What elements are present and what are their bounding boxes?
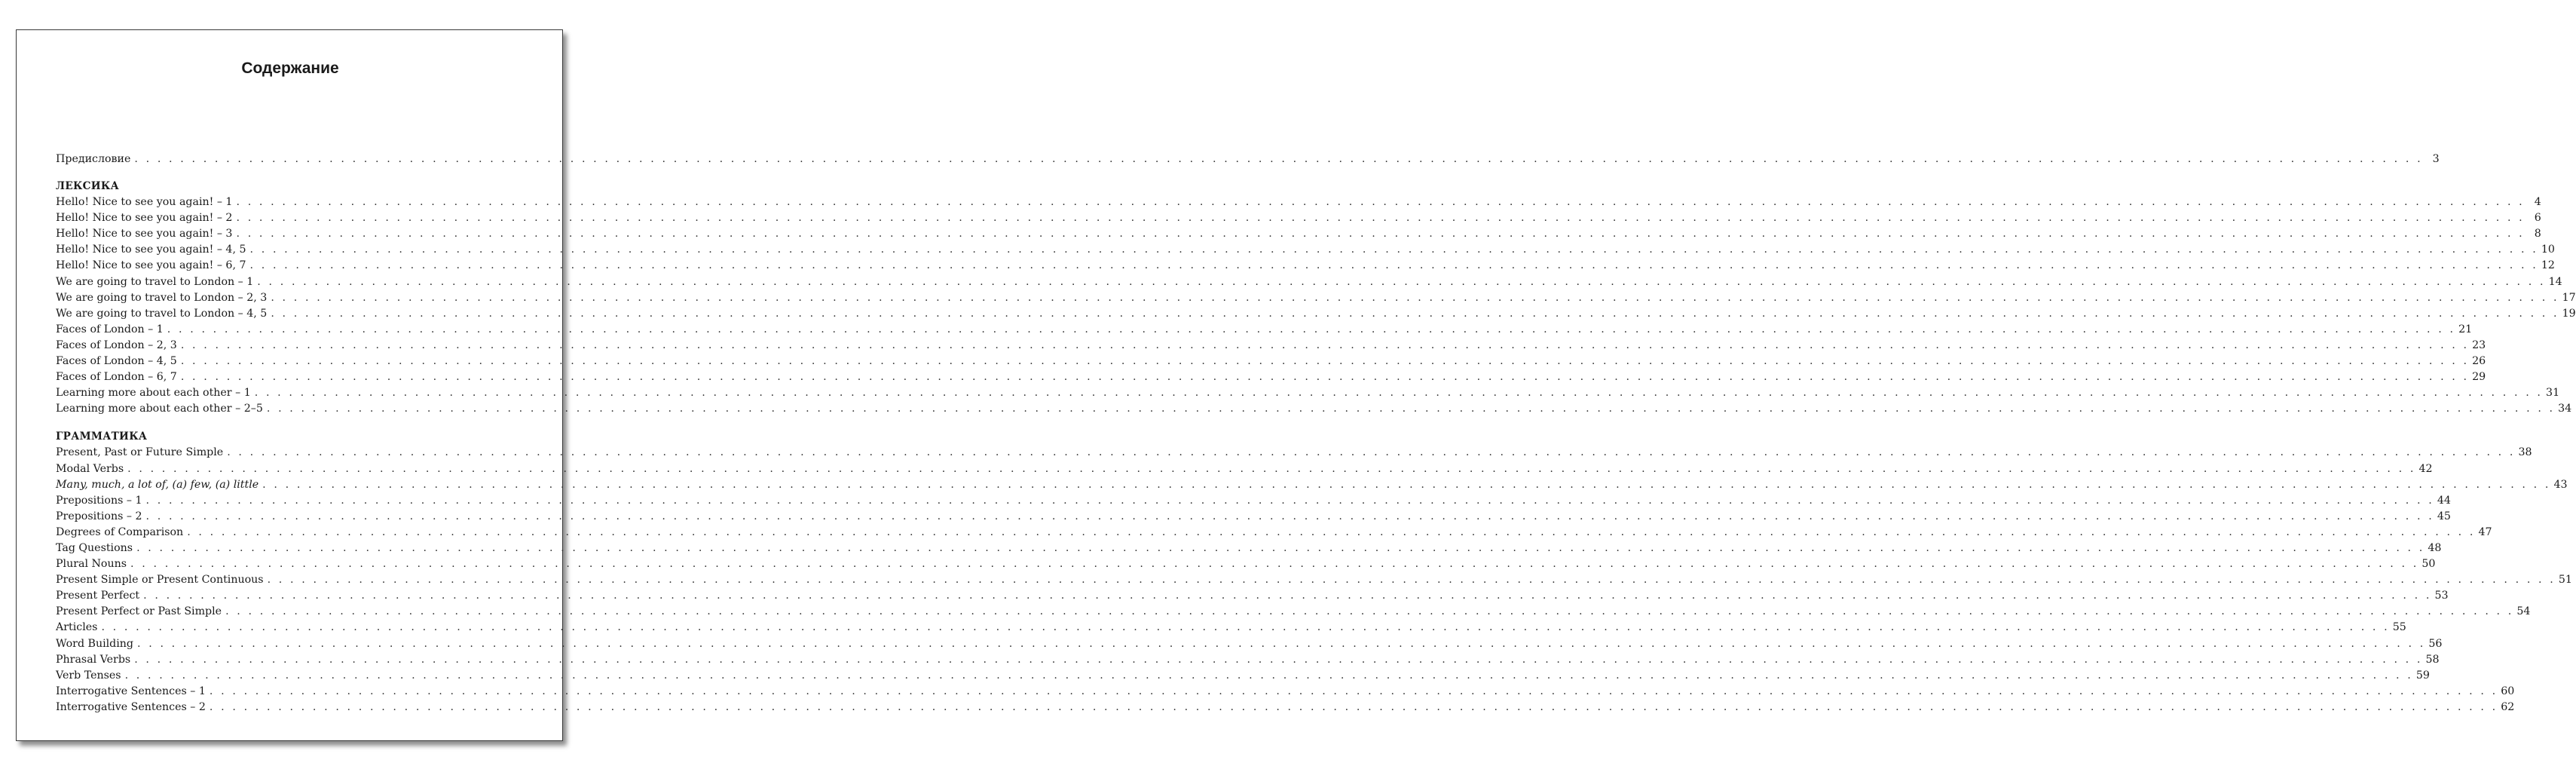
toc-page-number: 60 xyxy=(2501,685,2515,697)
toc-entry-label: Learning more about each other – 2–5 xyxy=(56,403,263,415)
toc-entry xyxy=(56,401,2572,417)
toc-page-number: 6 xyxy=(2534,212,2541,225)
toc-entry xyxy=(56,274,2562,290)
toc-entry xyxy=(56,322,2473,338)
toc-entry-label: Interrogative Sentences – 2 xyxy=(56,700,206,713)
dot-leader: . . . . . . . . . . . . . . . . . . . . . . . . . . . . . . . . . . . . . . . . . . . . . . . . . . . . . . . . . . . . . . . . . . . . . . . . . . . . . . . . . . . . . . . . . . . . . . . . . . . . . . . . . . . . . . . . . . . . . . . . . . . . . . . . . . . . . . . . . . . . . . . . . . . . . . . . . . . . . . . . . . . . . . . . . . . . . . . . . . . . . . . . . . . . . . . . . . . . . . . . xyxy=(143,590,2432,602)
toc-page-number: 47 xyxy=(2478,525,2492,538)
toc-entry-label: We are going to travel to London – 1 xyxy=(56,275,254,288)
toc-page-number: 23 xyxy=(2472,339,2486,351)
dot-leader: . . . . . . . . . . . . . . . . . . . . . . . . . . . . . . . . . . . . . . . . . . . . . . . . . . . . . . . . . . . . . . . . . . . . . . . . . . . . . . . . . . . . . . . . . . . . . . . . . . . . . . . . . . . . . . . . . . . . . . . . . . . . . . . . . . . . . . . . . . . . . . . . . . . . . . . . . . . . . . . . . . . . . . . . . . . . . . . . . . . . . . . . . . . . . . . . . . . . . . . . xyxy=(180,371,2470,384)
toc-entry xyxy=(56,509,2451,525)
toc-entry xyxy=(56,636,2443,652)
toc-entry-label: Hello! Nice to see you again! – 1 xyxy=(56,196,233,209)
toc-entry-label: Hello! Nice to see you again! – 6, 7 xyxy=(56,259,246,272)
dot-leader: . . . . . . . . . . . . . . . . . . . . . . . . . . . . . . . . . . . . . . . . . . . . . . . . . . . . . . . . . . . . . . . . . . . . . . . . . . . . . . . . . . . . . . . . . . . . . . . . . . . . . . . . . . . . . . . . . . . . . . . . . . . . . . . . . . . . . . . . . . . . . . . . . . . . . . . . . . . . . . . . . . . . . . . . . . . . . . . . . . . . . . . . . . . . . . . . . . . . . . . . xyxy=(127,462,2416,475)
toc-page-number: 26 xyxy=(2472,355,2486,368)
toc-entry-label: We are going to travel to London – 4, 5 xyxy=(56,307,268,320)
dot-leader: . . . . . . . . . . . . . . . . . . . . . . . . . . . . . . . . . . . . . . . . . . . . . . . . . . . . . . . . . . . . . . . . . . . . . . . . . . . . . . . . . . . . . . . . . . . . . . . . . . . . . . . . . . . . . . . . . . . . . . . . . . . . . . . . . . . . . . . . . . . . . . . . . . . . . . . . . . . . . . . . . . . . . . . . . . . . . . . . . . . . . . . . . . . . . . . . . . . . . . . . xyxy=(266,403,2556,415)
toc-entry xyxy=(56,338,2486,354)
dot-leader: . . . . . . . . . . . . . . . . . . . . . . . . . . . . . . . . . . . . . . . . . . . . . . . . . . . . . . . . . . . . . . . . . . . . . . . . . . . . . . . . . . . . . . . . . . . . . . . . . . . . . . . . . . . . . . . . . . . . . . . . . . . . . . . . . . . . . . . . . . . . . . . . . . . . . . . . . . . . . . . . . . . . . . . . . . . . . . . . . . . . . . . . . . . . . . . . . . . . . . . . xyxy=(145,494,2434,507)
toc-entry xyxy=(56,684,2515,700)
toc-entry xyxy=(56,242,2555,258)
toc-entry xyxy=(56,258,2555,274)
toc-page-number: 55 xyxy=(2392,621,2406,634)
toc-entry-label: Articles xyxy=(56,621,98,634)
toc-page-number: 50 xyxy=(2422,558,2436,571)
toc-entry xyxy=(56,604,2531,620)
dot-leader: . . . . . . . . . . . . . . . . . . . . . . . . . . . . . . . . . . . . . . . . . . . . . . . . . . . . . . . . . . . . . . . . . . . . . . . . . . . . . . . . . . . . . . . . . . . . . . . . . . . . . . . . . . . . . . . . . . . . . . . . . . . . . . . . . . . . . . . . . . . . . . . . . . . . . . . . . . . . . . . . . . . . . . . . . . . . . . . . . . . . . . . . . . . . . . . . . . . . . . . . xyxy=(271,307,2559,320)
dot-leader: . . . . . . . . . . . . . . . . . . . . . . . . . . . . . . . . . . . . . . . . . . . . . . . . . . . . . . . . . . . . . . . . . . . . . . . . . . . . . . . . . . . . . . . . . . . . . . . . . . . . . . . . . . . . . . . . . . . . . . . . . . . . . . . . . . . . . . . . . . . . . . . . . . . . . . . . . . . . . . . . . . . . . . . . . . . . . . . . . . . . . . . . . . . . . . . . . . . . . . . . xyxy=(134,653,2423,666)
toc-page-number: 31 xyxy=(2546,387,2560,400)
dot-leader: . . . . . . . . . . . . . . . . . . . . . . . . . . . . . . . . . . . . . . . . . . . . . . . . . . . . . . . . . . . . . . . . . . . . . . . . . . . . . . . . . . . . . . . . . . . . . . . . . . . . . . . . . . . . . . . . . . . . . . . . . . . . . . . . . . . . . . . . . . . . . . . . . . . . . . . . . . . . . . . . . . . . . . . . . . . . . . . . . . . . . . . . . . . . . . . . . . . . . . . . xyxy=(124,669,2413,682)
dot-leader: . . . . . . . . . . . . . . . . . . . . . . . . . . . . . . . . . . . . . . . . . . . . . . . . . . . . . . . . . . . . . . . . . . . . . . . . . . . . . . . . . . . . . . . . . . . . . . . . . . . . . . . . . . . . . . . . . . . . . . . . . . . . . . . . . . . . . . . . . . . . . . . . . . . . . . . . . . . . . . . . . . . . . . . . . . . . . . . . . . . . . . . . . . . . . . . . . . . . . . . . xyxy=(209,700,2498,713)
toc-entry-label: Предисловие xyxy=(56,153,131,165)
toc-entry xyxy=(56,541,2442,556)
toc-entry xyxy=(56,369,2486,385)
toc-page-number: 14 xyxy=(2548,275,2562,288)
toc-entry-label: Prepositions – 2 xyxy=(56,510,142,522)
toc-entry xyxy=(56,652,2440,668)
toc-entry-label: Learning more about each other – 1 xyxy=(56,387,251,400)
page-title: Содержание xyxy=(241,60,339,77)
toc-page-number: 4 xyxy=(2534,196,2541,209)
toc-entry xyxy=(56,306,2576,322)
dot-leader: . . . . . . . . . . . . . . . . . . . . . . . . . . . . . . . . . . . . . . . . . . . . . . . . . . . . . . . . . . . . . . . . . . . . . . . . . . . . . . . . . . . . . . . . . . . . . . . . . . . . . . . . . . . . . . . . . . . . . . . . . . . . . . . . . . . . . . . . . . . . . . . . . . . . . . . . . . . . . . . . . . . . . . . . . . . . . . . . . . . . . . . . . . . . . . . . . . . . . . . . xyxy=(236,196,2525,209)
toc-page-number: 53 xyxy=(2434,590,2449,602)
dot-leader: . . . . . . . . . . . . . . . . . . . . . . . . . . . . . . . . . . . . . . . . . . . . . . . . . . . . . . . . . . . . . . . . . . . . . . . . . . . . . . . . . . . . . . . . . . . . . . . . . . . . . . . . . . . . . . . . . . . . . . . . . . . . . . . . . . . . . . . . . . . . . . . . . . . . . . . . . . . . . . . . . . . . . . . . . . . . . . . . . . . . . . . . . . . . . . . . . . . . . . . . xyxy=(101,621,2390,634)
dot-leader: . . . . . . . . . . . . . . . . . . . . . . . . . . . . . . . . . . . . . . . . . . . . . . . . . . . . . . . . . . . . . . . . . . . . . . . . . . . . . . . . . . . . . . . . . . . . . . . . . . . . . . . . . . . . . . . . . . . . . . . . . . . . . . . . . . . . . . . . . . . . . . . . . . . . . . . . . . . . . . . . . . . . . . . . . . . . . . . . . . . . . . . . . . . . . . . . . . . . . . . . xyxy=(254,387,2544,400)
dot-leader: . . . . . . . . . . . . . . . . . . . . . . . . . . . . . . . . . . . . . . . . . . . . . . . . . . . . . . . . . . . . . . . . . . . . . . . . . . . . . . . . . . . . . . . . . . . . . . . . . . . . . . . . . . . . . . . . . . . . . . . . . . . . . . . . . . . . . . . . . . . . . . . . . . . . . . . . . . . . . . . . . . . . . . . . . . . . . . . . . . . . . . . . . . . . . . . . . . . . . . . . xyxy=(180,339,2470,351)
toc-entry xyxy=(56,700,2515,715)
toc-entry-preface xyxy=(56,152,2440,167)
toc-entry xyxy=(56,210,2541,226)
dot-leader: . . . . . . . . . . . . . . . . . . . . . . . . . . . . . . . . . . . . . . . . . . . . . . . . . . . . . . . . . . . . . . . . . . . . . . . . . . . . . . . . . . . . . . . . . . . . . . . . . . . . . . . . . . . . . . . . . . . . . . . . . . . . . . . . . . . . . . . . . . . . . . . . . . . . . . . . . . . . . . . . . . . . . . . . . . . . . . . . . . . . . . . . . . . . . . . . . . . . . . . . xyxy=(187,525,2476,538)
dot-leader: . . . . . . . . . . . . . . . . . . . . . . . . . . . . . . . . . . . . . . . . . . . . . . . . . . . . . . . . . . . . . . . . . . . . . . . . . . . . . . . . . . . . . . . . . . . . . . . . . . . . . . . . . . . . . . . . . . . . . . . . . . . . . . . . . . . . . . . . . . . . . . . . . . . . . . . . . . . . . . . . . . . . . . . . . . . . . . . . . . . . . . . . . . . . . . . . . . . . . . . . xyxy=(249,259,2538,272)
dot-leader: . . . . . . . . . . . . . . . . . . . . . . . . . . . . . . . . . . . . . . . . . . . . . . . . . . . . . . . . . . . . . . . . . . . . . . . . . . . . . . . . . . . . . . . . . . . . . . . . . . . . . . . . . . . . . . . . . . . . . . . . . . . . . . . . . . . . . . . . . . . . . . . . . . . . . . . . . . . . . . . . . . . . . . . . . . . . . . . . . . . . . . . . . . . . . . . . . . . . . . . . xyxy=(134,153,2423,165)
toc-entry-label: We are going to travel to London – 2, 3 xyxy=(56,291,268,304)
toc-entry-label: Present Perfect or Past Simple xyxy=(56,605,222,618)
toc-entry-label: Hello! Nice to see you again! – 3 xyxy=(56,228,233,240)
toc-entry xyxy=(56,572,2572,588)
toc-entry-label: Faces of London – 6, 7 xyxy=(56,371,177,384)
dot-leader: . . . . . . . . . . . . . . . . . . . . . . . . . . . . . . . . . . . . . . . . . . . . . . . . . . . . . . . . . . . . . . . . . . . . . . . . . . . . . . . . . . . . . . . . . . . . . . . . . . . . . . . . . . . . . . . . . . . . . . . . . . . . . . . . . . . . . . . . . . . . . . . . . . . . . . . . . . . . . . . . . . . . . . . . . . . . . . . . . . . . . . . . . . . . . . . . . . . . . . . . xyxy=(180,355,2470,368)
toc-entry xyxy=(56,354,2486,369)
toc-page-number: 10 xyxy=(2541,244,2555,256)
toc-page-number: 54 xyxy=(2516,605,2531,618)
toc-entry-label: Hello! Nice to see you again! – 2 xyxy=(56,212,233,225)
toc-entry-label: Faces of London – 4, 5 xyxy=(56,355,177,368)
toc-page-number: 45 xyxy=(2437,510,2451,522)
toc-page-number: 51 xyxy=(2558,574,2572,587)
dot-leader: . . . . . . . . . . . . . . . . . . . . . . . . . . . . . . . . . . . . . . . . . . . . . . . . . . . . . . . . . . . . . . . . . . . . . . . . . . . . . . . . . . . . . . . . . . . . . . . . . . . . . . . . . . . . . . . . . . . . . . . . . . . . . . . . . . . . . . . . . . . . . . . . . . . . . . . . . . . . . . . . . . . . . . . . . . . . . . . . . . . . . . . . . . . . . . . . . . . . . . . . xyxy=(145,510,2434,522)
toc-entry xyxy=(56,588,2449,604)
toc-page-number: 17 xyxy=(2562,291,2576,304)
toc-page-number: 59 xyxy=(2415,669,2430,682)
dot-leader: . . . . . . . . . . . . . . . . . . . . . . . . . . . . . . . . . . . . . . . . . . . . . . . . . . . . . . . . . . . . . . . . . . . . . . . . . . . . . . . . . . . . . . . . . . . . . . . . . . . . . . . . . . . . . . . . . . . . . . . . . . . . . . . . . . . . . . . . . . . . . . . . . . . . . . . . . . . . . . . . . . . . . . . . . . . . . . . . . . . . . . . . . . . . . . . . . . . . . . . . xyxy=(236,228,2525,240)
dot-leader: . . . . . . . . . . . . . . . . . . . . . . . . . . . . . . . . . . . . . . . . . . . . . . . . . . . . . . . . . . . . . . . . . . . . . . . . . . . . . . . . . . . . . . . . . . . . . . . . . . . . . . . . . . . . . . . . . . . . . . . . . . . . . . . . . . . . . . . . . . . . . . . . . . . . . . . . . . . . . . . . . . . . . . . . . . . . . . . . . . . . . . . . . . . . . . . . . . . . . . . . xyxy=(137,637,2426,650)
toc-entry xyxy=(56,290,2576,306)
toc-entry xyxy=(56,195,2541,210)
toc-entry xyxy=(56,556,2436,572)
toc-entry-label: Present Simple or Present Continuous xyxy=(56,574,264,587)
toc-entry-label: Prepositions – 1 xyxy=(56,494,142,507)
toc-entry-label: Verb Tenses xyxy=(56,669,121,682)
toc-entry-label: Word Building xyxy=(56,637,134,650)
toc-page-number: 12 xyxy=(2541,259,2555,272)
toc-entry xyxy=(56,226,2541,242)
dot-leader: . . . . . . . . . . . . . . . . . . . . . . . . . . . . . . . . . . . . . . . . . . . . . . . . . . . . . . . . . . . . . . . . . . . . . . . . . . . . . . . . . . . . . . . . . . . . . . . . . . . . . . . . . . . . . . . . . . . . . . . . . . . . . . . . . . . . . . . . . . . . . . . . . . . . . . . . . . . . . . . . . . . . . . . . . . . . . . . . . . . . . . . . . . . . . . . . . . . . . . . . xyxy=(249,244,2538,256)
dot-leader: . . . . . . . . . . . . . . . . . . . . . . . . . . . . . . . . . . . . . . . . . . . . . . . . . . . . . . . . . . . . . . . . . . . . . . . . . . . . . . . . . . . . . . . . . . . . . . . . . . . . . . . . . . . . . . . . . . . . . . . . . . . . . . . . . . . . . . . . . . . . . . . . . . . . . . . . . . . . . . . . . . . . . . . . . . . . . . . . . . . . . . . . . . . . . . . . . . . . . . . . xyxy=(136,541,2425,554)
toc-page-number: 34 xyxy=(2558,403,2572,415)
toc-page-number: 8 xyxy=(2534,228,2541,240)
toc-entry xyxy=(56,445,2532,461)
dot-leader: . . . . . . . . . . . . . . . . . . . . . . . . . . . . . . . . . . . . . . . . . . . . . . . . . . . . . . . . . . . . . . . . . . . . . . . . . . . . . . . . . . . . . . . . . . . . . . . . . . . . . . . . . . . . . . . . . . . . . . . . . . . . . . . . . . . . . . . . . . . . . . . . . . . . . . . . . . . . . . . . . . . . . . . . . . . . . . . . . . . . . . . . . . . . . . . . . . . . . . . . xyxy=(227,446,2516,459)
toc-page-number: 58 xyxy=(2425,653,2440,666)
toc-entry-label: Many, much, a lot of, (a) few, (a) little xyxy=(56,478,259,491)
toc-entry-label: Faces of London – 1 xyxy=(56,323,164,335)
toc-entry xyxy=(56,620,2406,636)
toc-entry-label: Present, Past or Future Simple xyxy=(56,446,224,459)
toc-entry xyxy=(56,525,2492,541)
toc-entry-label: Faces of London – 2, 3 xyxy=(56,339,177,351)
dot-leader: . . . . . . . . . . . . . . . . . . . . . . . . . . . . . . . . . . . . . . . . . . . . . . . . . . . . . . . . . . . . . . . . . . . . . . . . . . . . . . . . . . . . . . . . . . . . . . . . . . . . . . . . . . . . . . . . . . . . . . . . . . . . . . . . . . . . . . . . . . . . . . . . . . . . . . . . . . . . . . . . . . . . . . . . . . . . . . . . . . . . . . . . . . . . . . . . . . . . . . . . xyxy=(267,574,2556,587)
dot-leader: . . . . . . . . . . . . . . . . . . . . . . . . . . . . . . . . . . . . . . . . . . . . . . . . . . . . . . . . . . . . . . . . . . . . . . . . . . . . . . . . . . . . . . . . . . . . . . . . . . . . . . . . . . . . . . . . . . . . . . . . . . . . . . . . . . . . . . . . . . . . . . . . . . . . . . . . . . . . . . . . . . . . . . . . . . . . . . . . . . . . . . . . . . . . . . . . . . . . . . . . xyxy=(262,478,2551,491)
toc-entry-label: Interrogative Sentences – 1 xyxy=(56,685,206,697)
toc-entry-label: Present Perfect xyxy=(56,590,140,602)
section-heading-grammar: ГРАММАТИКА xyxy=(56,430,148,443)
toc-page-number: 62 xyxy=(2501,700,2515,713)
dot-leader: . . . . . . . . . . . . . . . . . . . . . . . . . . . . . . . . . . . . . . . . . . . . . . . . . . . . . . . . . . . . . . . . . . . . . . . . . . . . . . . . . . . . . . . . . . . . . . . . . . . . . . . . . . . . . . . . . . . . . . . . . . . . . . . . . . . . . . . . . . . . . . . . . . . . . . . . . . . . . . . . . . . . . . . . . . . . . . . . . . . . . . . . . . . . . . . . . . . . . . . . xyxy=(271,291,2559,304)
toc-entry-label: Degrees of Comparison xyxy=(56,525,184,538)
toc-entry-label: Modal Verbs xyxy=(56,462,124,475)
toc-entry xyxy=(56,493,2451,509)
toc-page-number: 29 xyxy=(2472,371,2486,384)
dot-leader: . . . . . . . . . . . . . . . . . . . . . . . . . . . . . . . . . . . . . . . . . . . . . . . . . . . . . . . . . . . . . . . . . . . . . . . . . . . . . . . . . . . . . . . . . . . . . . . . . . . . . . . . . . . . . . . . . . . . . . . . . . . . . . . . . . . . . . . . . . . . . . . . . . . . . . . . . . . . . . . . . . . . . . . . . . . . . . . . . . . . . . . . . . . . . . . . . . . . . . . . xyxy=(257,275,2546,288)
lexis-list xyxy=(56,195,2576,417)
dot-leader: . . . . . . . . . . . . . . . . . . . . . . . . . . . . . . . . . . . . . . . . . . . . . . . . . . . . . . . . . . . . . . . . . . . . . . . . . . . . . . . . . . . . . . . . . . . . . . . . . . . . . . . . . . . . . . . . . . . . . . . . . . . . . . . . . . . . . . . . . . . . . . . . . . . . . . . . . . . . . . . . . . . . . . . . . . . . . . . . . . . . . . . . . . . . . . . . . . . . . . . . xyxy=(225,605,2514,618)
toc-entry xyxy=(56,385,2560,401)
toc-page-number: 43 xyxy=(2553,478,2568,491)
dot-leader: . . . . . . . . . . . . . . . . . . . . . . . . . . . . . . . . . . . . . . . . . . . . . . . . . . . . . . . . . . . . . . . . . . . . . . . . . . . . . . . . . . . . . . . . . . . . . . . . . . . . . . . . . . . . . . . . . . . . . . . . . . . . . . . . . . . . . . . . . . . . . . . . . . . . . . . . . . . . . . . . . . . . . . . . . . . . . . . . . . . . . . . . . . . . . . . . . . . . . . . . xyxy=(209,685,2498,697)
toc-page-number: 48 xyxy=(2428,541,2442,554)
toc-page-number: 19 xyxy=(2562,307,2576,320)
toc-page-number: 3 xyxy=(2432,153,2440,165)
toc-entry xyxy=(56,461,2433,477)
book-page xyxy=(16,29,2576,741)
toc-page-number: 21 xyxy=(2458,323,2473,335)
toc-entry xyxy=(56,477,2568,493)
toc-page-number: 56 xyxy=(2428,637,2443,650)
toc-entry-label: Phrasal Verbs xyxy=(56,653,131,666)
grammar-list xyxy=(56,445,2572,715)
dot-leader: . . . . . . . . . . . . . . . . . . . . . . . . . . . . . . . . . . . . . . . . . . . . . . . . . . . . . . . . . . . . . . . . . . . . . . . . . . . . . . . . . . . . . . . . . . . . . . . . . . . . . . . . . . . . . . . . . . . . . . . . . . . . . . . . . . . . . . . . . . . . . . . . . . . . . . . . . . . . . . . . . . . . . . . . . . . . . . . . . . . . . . . . . . . . . . . . . . . . . . . . xyxy=(167,323,2456,335)
toc-entry xyxy=(56,668,2430,684)
dot-leader: . . . . . . . . . . . . . . . . . . . . . . . . . . . . . . . . . . . . . . . . . . . . . . . . . . . . . . . . . . . . . . . . . . . . . . . . . . . . . . . . . . . . . . . . . . . . . . . . . . . . . . . . . . . . . . . . . . . . . . . . . . . . . . . . . . . . . . . . . . . . . . . . . . . . . . . . . . . . . . . . . . . . . . . . . . . . . . . . . . . . . . . . . . . . . . . . . . . . . . . . xyxy=(130,558,2419,571)
dot-leader: . . . . . . . . . . . . . . . . . . . . . . . . . . . . . . . . . . . . . . . . . . . . . . . . . . . . . . . . . . . . . . . . . . . . . . . . . . . . . . . . . . . . . . . . . . . . . . . . . . . . . . . . . . . . . . . . . . . . . . . . . . . . . . . . . . . . . . . . . . . . . . . . . . . . . . . . . . . . . . . . . . . . . . . . . . . . . . . . . . . . . . . . . . . . . . . . . . . . . . . . xyxy=(236,212,2525,225)
toc-page-number: 42 xyxy=(2418,462,2433,475)
section-heading-lexis: ЛЕКСИКА xyxy=(56,180,119,193)
toc-entry-label: Hello! Nice to see you again! – 4, 5 xyxy=(56,244,246,256)
toc-page-number: 44 xyxy=(2437,494,2451,507)
toc-entry-label: Tag Questions xyxy=(56,541,133,554)
toc-page-number: 38 xyxy=(2518,446,2532,459)
table-of-contents xyxy=(56,152,2576,715)
toc-entry-label: Plural Nouns xyxy=(56,558,127,571)
